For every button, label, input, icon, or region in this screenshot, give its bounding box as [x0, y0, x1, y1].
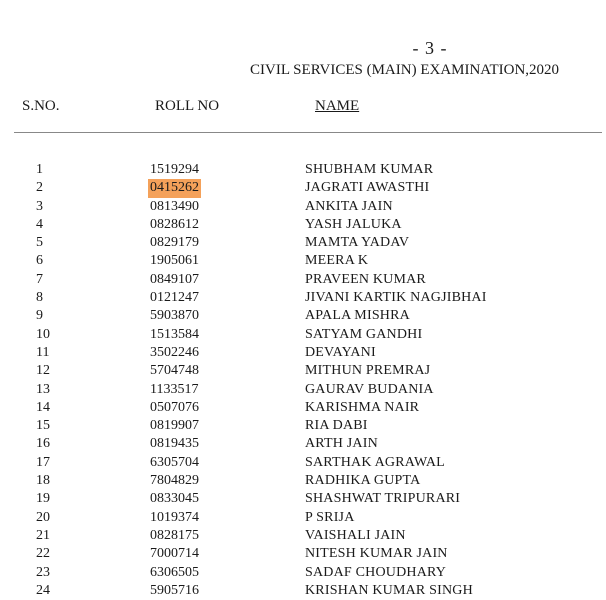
roll-number: 0849107 [150, 271, 199, 287]
column-header-name: NAME [315, 98, 360, 114]
candidate-name: RADHIKA GUPTA [305, 473, 421, 489]
exam-title: CIVIL SERVICES (MAIN) EXAMINATION,2020 [250, 62, 560, 78]
roll-number: 0819907 [150, 418, 199, 434]
serial-number: 13 [36, 381, 50, 397]
table-row [0, 161, 606, 179]
serial-number: 20 [36, 509, 50, 525]
column-header-sno: S.NO. [22, 98, 60, 114]
roll-number: 7804829 [150, 473, 199, 489]
column-header-roll-no: ROLL NO [155, 98, 220, 114]
candidate-name: DEVAYANI [305, 344, 376, 360]
table-row [0, 252, 606, 270]
candidate-name: KARISHMA NAIR [305, 399, 420, 415]
table-row [0, 545, 606, 563]
table-row [0, 326, 606, 344]
serial-number: 21 [36, 527, 50, 543]
serial-number: 17 [36, 454, 50, 470]
serial-number: 5 [36, 235, 43, 251]
roll-number: 6306505 [150, 564, 199, 580]
page-number: - 3 - [412, 38, 448, 58]
table-row [0, 454, 606, 472]
serial-number: 15 [36, 418, 50, 434]
candidate-name: MAMTA YADAV [305, 235, 410, 251]
table-row [0, 509, 606, 527]
table-row [0, 307, 606, 325]
candidate-name: NITESH KUMAR JAIN [305, 546, 448, 562]
table-row [0, 234, 606, 252]
roll-number: 1513584 [150, 326, 199, 342]
table-row [0, 472, 606, 490]
table-row [0, 435, 606, 453]
results-list [0, 161, 606, 600]
serial-number: 22 [36, 546, 50, 562]
candidate-name: SATYAM GANDHI [305, 326, 423, 342]
serial-number: 7 [36, 271, 43, 287]
serial-number: 6 [36, 253, 43, 269]
roll-number: 0833045 [150, 491, 199, 507]
candidate-name: JAGRATI AWASTHI [305, 180, 430, 196]
serial-number: 14 [36, 399, 50, 415]
table-row [0, 582, 606, 600]
candidate-name: P SRIJA [305, 509, 355, 525]
table-row [0, 527, 606, 545]
serial-number: 24 [36, 582, 50, 598]
table-row [0, 381, 606, 399]
roll-number: 5905716 [150, 582, 199, 598]
candidate-name: SHASHWAT TRIPURARI [305, 491, 461, 507]
roll-number: 5704748 [150, 363, 199, 379]
candidate-name: SHUBHAM KUMAR [305, 162, 434, 177]
table-row [0, 271, 606, 289]
table-row [0, 362, 606, 380]
table-row [0, 216, 606, 234]
candidate-name: MEERA K [305, 253, 369, 269]
table-row [0, 564, 606, 582]
candidate-name: SARTHAK AGRAWAL [305, 454, 445, 470]
serial-number: 4 [36, 216, 43, 232]
roll-number: 1133517 [150, 381, 199, 397]
table-row [0, 198, 606, 216]
candidate-name: RIA DABI [305, 418, 368, 434]
candidate-name: SADAF CHOUDHARY [305, 564, 447, 580]
candidate-name: KRISHAN KUMAR SINGH [305, 582, 473, 598]
table-row [0, 399, 606, 417]
table-row [0, 417, 606, 435]
roll-number: 0813490 [150, 198, 199, 214]
serial-number: 16 [36, 436, 50, 452]
serial-number: 2 [36, 180, 43, 196]
serial-number: 8 [36, 290, 43, 306]
candidate-name: PRAVEEN KUMAR [305, 271, 426, 287]
roll-number: 1905061 [150, 253, 199, 269]
serial-number: 12 [36, 363, 50, 379]
roll-number: 6305704 [150, 454, 199, 470]
table-row [0, 179, 606, 197]
serial-number: 18 [36, 473, 50, 489]
roll-number: 1519294 [150, 162, 199, 177]
highlighted-roll-number: 0415262 [148, 179, 201, 197]
candidate-name: MITHUN PREMRAJ [305, 363, 431, 379]
roll-number: 0828612 [150, 216, 199, 232]
serial-number: 1 [36, 162, 43, 177]
serial-number: 19 [36, 491, 50, 507]
roll-number: 0121247 [150, 290, 199, 306]
serial-number: 3 [36, 198, 43, 214]
serial-number: 11 [36, 344, 50, 360]
candidate-name: JIVANI KARTIK NAGJIBHAI [305, 290, 487, 306]
roll-number: 0819435 [150, 436, 199, 452]
roll-number: 1019374 [150, 509, 199, 525]
table-row [0, 289, 606, 307]
candidate-name: YASH JALUKA [305, 216, 402, 232]
candidate-name: APALA MISHRA [305, 308, 410, 324]
table-row [0, 490, 606, 508]
roll-number: 3502246 [150, 344, 199, 360]
candidate-name: VAISHALI JAIN [305, 527, 406, 543]
candidate-name: GAURAV BUDANIA [305, 381, 434, 397]
roll-number: 0829179 [150, 235, 199, 251]
roll-number: 0828175 [150, 527, 199, 543]
table-row [0, 344, 606, 362]
serial-number: 9 [36, 308, 43, 324]
roll-number: 0507076 [150, 399, 199, 415]
roll-number: 5903870 [150, 308, 199, 324]
serial-number: 10 [36, 326, 50, 342]
header-divider [14, 132, 602, 133]
candidate-name: ARTH JAIN [305, 436, 378, 452]
serial-number: 23 [36, 564, 50, 580]
candidate-name: ANKITA JAIN [305, 198, 393, 214]
roll-number: 7000714 [150, 546, 199, 562]
